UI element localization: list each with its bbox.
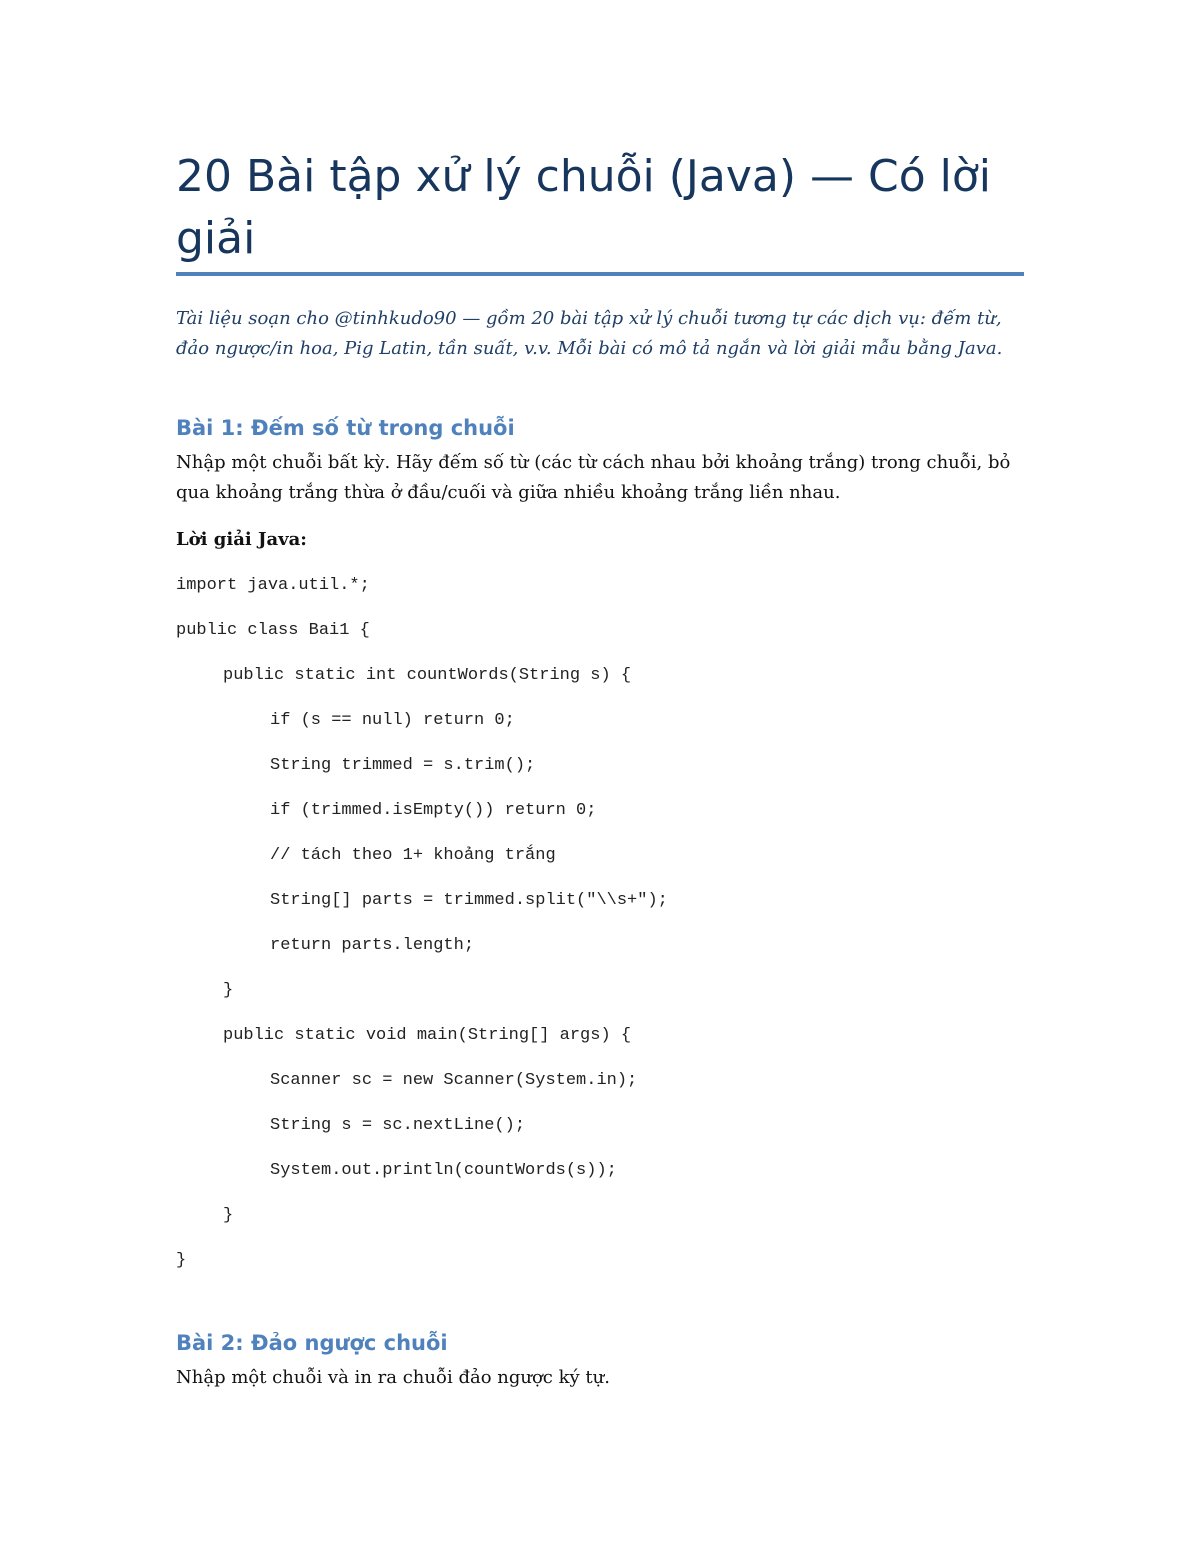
code-line: } — [176, 1251, 187, 1270]
code-line: } — [223, 1206, 234, 1225]
code-line: Scanner sc = new Scanner(System.in); — [270, 1071, 638, 1090]
code-line: String trimmed = s.trim(); — [270, 756, 536, 775]
exercise-1-description: Nhập một chuỗi bất kỳ. Hãy đếm số từ (các từ cách nhau bởi khoảng trắng) trong chuỗi, bỏ qua khoảng trắng thừa ở đầu/cuối và giữa nhiều khoảng trắng liền nhau. — [176, 452, 1011, 503]
code-line: public static int countWords(String s) { — [223, 666, 632, 685]
title-underline — [176, 272, 1024, 276]
code-line: return parts.length; — [270, 936, 475, 955]
exercise-2-description: Nhập một chuỗi và in ra chuỗi đảo ngược ký tự. — [176, 1367, 610, 1388]
code-line: if (trimmed.isEmpty()) return 0; — [270, 801, 597, 820]
code-line: // tách theo 1+ khoảng trắng — [270, 846, 556, 865]
exercise-1-solution-label: Lời giải Java: — [176, 529, 307, 550]
exercise-2-heading: Bài 2: Đảo ngược chuỗi — [176, 1331, 448, 1355]
code-line: if (s == null) return 0; — [270, 711, 515, 730]
document-title: 20 Bài tập xử lý chuỗi (Java) — Có lời giải — [176, 151, 991, 264]
code-line: System.out.println(countWords(s)); — [270, 1161, 617, 1180]
code-line: } — [223, 981, 234, 1000]
code-line: import java.util.*; — [176, 576, 370, 595]
code-line: public class Bai1 { — [176, 621, 370, 640]
code-line: String[] parts = trimmed.split("\\s+"); — [270, 891, 668, 910]
code-line: public static void main(String[] args) { — [223, 1026, 632, 1045]
document-subtitle: Tài liệu soạn cho @tinhkudo90 — gồm 20 bài tập xử lý chuỗi tương tự các dịch vụ: đếm từ, đảo ngược/in hoa, Pig Latin, tần suất, v.v. Mỗi bài có mô tả ngắn và lời giải mẫu bằng Java. — [176, 308, 1003, 359]
exercise-1-heading: Bài 1: Đếm số từ trong chuỗi — [176, 416, 515, 440]
code-line: String s = sc.nextLine(); — [270, 1116, 526, 1135]
